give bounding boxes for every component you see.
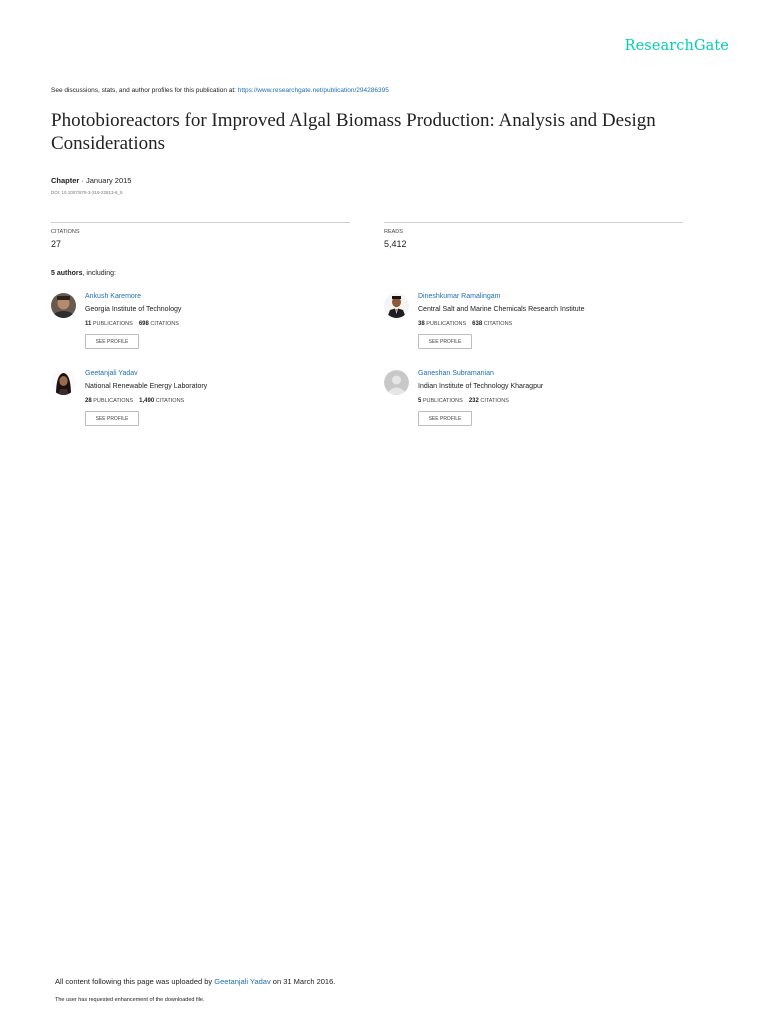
publications-count: 11: [85, 321, 92, 327]
author-avatar[interactable]: [51, 370, 76, 395]
doi: DOI: 10.1007/978-3-319-22813-6_5: [51, 190, 123, 195]
citations-count: 27: [51, 239, 62, 249]
citations-count: 698: [138, 321, 149, 327]
enhancement-note: The user has requested enhancement of the downloaded file.: [55, 997, 205, 1003]
divider: [51, 222, 350, 223]
publication-meta: [51, 176, 131, 185]
discussion-prefix: See discussions, stats, and author profiles for this publication at:: [51, 87, 238, 94]
publication-type: Chapter: [51, 176, 80, 185]
divider: [384, 222, 683, 223]
publications-label: PUBLICATIONS: [93, 398, 134, 404]
author-institution: National Renewable Energy Laboratory: [85, 383, 208, 390]
see-profile-button[interactable]: SEE PROFILE: [85, 334, 139, 349]
publication-title: Photobioreactors for Improved Algal Biomass Production: Analysis and Design Considerations: [51, 110, 656, 154]
authors-heading: [51, 270, 116, 277]
citations-count: 232: [468, 398, 479, 404]
author-name[interactable]: Dineshkumar Ramalingam: [418, 293, 501, 300]
authors-suffix: , including:: [82, 270, 116, 277]
discussion-line: [51, 87, 389, 94]
reads-count: 5,412: [384, 239, 407, 249]
researchgate-logo[interactable]: ResearchGate: [624, 38, 729, 54]
author-avatar[interactable]: [384, 293, 409, 318]
author-institution: Indian Institute of Technology Kharagpur: [418, 383, 544, 390]
author-avatar[interactable]: [51, 293, 76, 318]
publications-label: PUBLICATIONS: [426, 321, 467, 327]
author-name[interactable]: Ganeshan Subramanian: [418, 370, 494, 377]
author-name[interactable]: Ankush Karemore: [85, 293, 142, 300]
reads-label: READS: [384, 229, 403, 235]
see-profile-button[interactable]: SEE PROFILE: [418, 334, 472, 349]
author-card: [51, 293, 351, 357]
author-stats: [85, 321, 179, 327]
author-stats: [418, 321, 512, 327]
author-name[interactable]: Geetanjali Yadav: [85, 370, 138, 377]
publication-link[interactable]: https://www.researchgate.net/publication/294286395: [237, 87, 389, 94]
citations-count: 1,490: [139, 398, 155, 404]
author-card: [384, 293, 684, 357]
uploader-link[interactable]: Geetanjali Yadav: [214, 977, 271, 986]
author-institution: Central Salt and Marine Chemicals Research Institute: [418, 306, 585, 313]
see-profile-button[interactable]: SEE PROFILE: [418, 411, 472, 426]
publications-label: PUBLICATIONS: [92, 321, 133, 327]
see-profile-button[interactable]: SEE PROFILE: [85, 411, 139, 426]
citations-label: CITATIONS: [51, 229, 80, 235]
citations-label: CITATIONS: [150, 321, 179, 327]
upload-suffix: on 31 March 2016.: [270, 977, 336, 986]
author-stats: [85, 398, 184, 404]
publications-count: 5: [418, 398, 422, 404]
author-card: [384, 370, 684, 434]
citations-label: CITATIONS: [480, 398, 509, 404]
upload-prefix: All content following this page was uploaded by: [55, 977, 215, 986]
upload-note: [55, 977, 335, 986]
citations-label: CITATIONS: [155, 398, 185, 404]
author-institution: Georgia Institute of Technology: [85, 306, 182, 313]
publications-label: PUBLICATIONS: [422, 398, 463, 404]
publications-count: 38: [418, 321, 425, 327]
authors-count: 5 authors: [51, 270, 83, 277]
citations-count: 638: [472, 321, 483, 327]
default-avatar-icon[interactable]: [384, 370, 409, 395]
publication-date: · January 2015: [79, 176, 132, 185]
citations-label: CITATIONS: [483, 321, 513, 327]
author-stats: [418, 398, 509, 404]
publications-count: 28: [85, 398, 92, 404]
author-card: [51, 370, 351, 434]
